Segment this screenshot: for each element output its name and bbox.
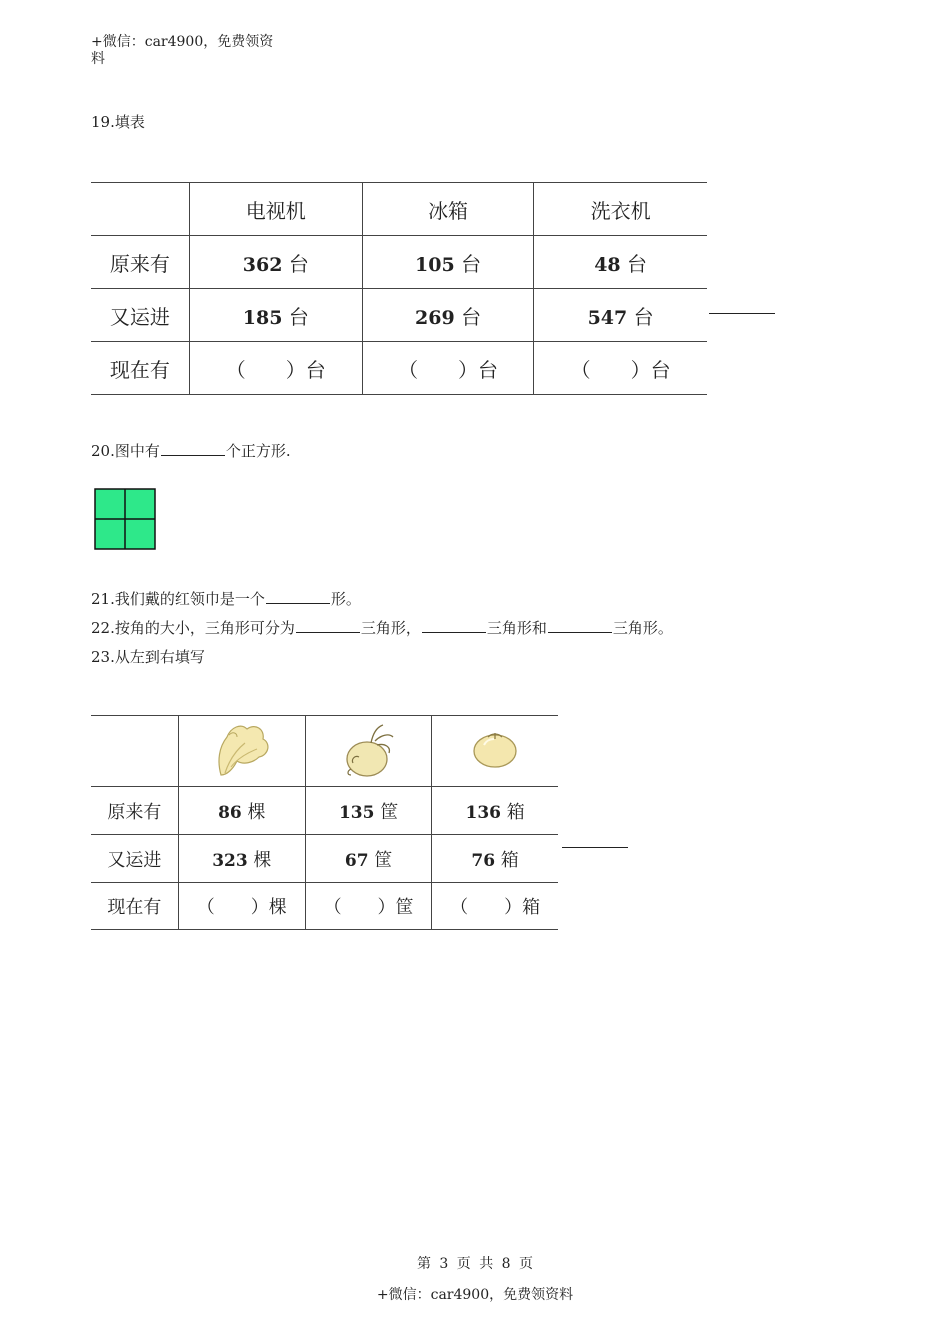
q22-blank-2[interactable] [422, 620, 486, 633]
q19-title: 19.填表 [91, 113, 145, 131]
table-cell: 86 棵 [178, 787, 305, 835]
q20-text [91, 440, 291, 461]
q22-text [91, 617, 673, 638]
q19-col-tv: 电视机 [189, 183, 362, 236]
row-label: 又运进 [109, 304, 170, 329]
squares-figure [94, 488, 156, 550]
table-cell: 136 箱 [432, 787, 558, 835]
row-label: 原来有 [107, 801, 162, 823]
q23-title: 23.从左到右填写 [91, 648, 205, 666]
table-row [91, 787, 558, 835]
table-cell: 67 筐 [305, 835, 431, 883]
q23-table [91, 715, 558, 930]
q19-col-washer: 洗衣机 [534, 183, 707, 236]
row-label: 又运进 [107, 849, 162, 871]
cabbage-icon [207, 717, 277, 781]
row-label: 现在有 [107, 897, 162, 918]
q20-prefix: 20.图中有 [91, 442, 160, 460]
table-row [91, 835, 558, 883]
q23-corner-cell [91, 716, 178, 787]
q23-col-radish [305, 716, 431, 787]
header-watermark [91, 34, 273, 68]
q19-answer-line[interactable] [709, 313, 775, 314]
header-line-1: +微信：car4900，免费领资 [91, 34, 274, 50]
table-cell: 362 台 [189, 236, 362, 289]
q21-prefix: 21.我们戴的红领巾是一个 [91, 590, 265, 608]
tomato-icon [470, 727, 520, 771]
answer-cell[interactable]: （ ）筐 [305, 883, 431, 930]
q20-blank[interactable] [161, 443, 225, 456]
q21-blank[interactable] [266, 591, 330, 604]
page-number: 第 3 页 共 8 页 [416, 1256, 534, 1272]
table-cell: 323 棵 [178, 835, 305, 883]
table-cell: 269 台 [362, 289, 533, 342]
q21-text [91, 588, 361, 609]
answer-cell[interactable]: （ ）棵 [178, 883, 305, 930]
q22-suffix: 三角形。 [612, 619, 673, 637]
row-label: 原来有 [109, 251, 170, 276]
table-cell: 185 台 [189, 289, 362, 342]
answer-cell[interactable]: （ ）箱 [432, 883, 558, 930]
q23-col-tomato [432, 716, 558, 787]
table-cell: 48 台 [534, 236, 707, 289]
answer-row [91, 883, 558, 930]
q22-mid2: 三角形和 [486, 619, 547, 637]
q22-prefix: 22.按角的大小，三角形可分为 [91, 619, 295, 637]
answer-row [91, 342, 707, 395]
q23-header-row [91, 716, 558, 787]
answer-cell[interactable]: （ ）台 [534, 342, 707, 395]
q22-blank-3[interactable] [548, 620, 612, 633]
table-cell: 76 箱 [432, 835, 558, 883]
table-cell: 135 筐 [305, 787, 431, 835]
q19-col-fridge: 冰箱 [362, 183, 533, 236]
table-row [91, 289, 707, 342]
radish-icon [337, 717, 401, 781]
answer-cell[interactable]: （ ）台 [362, 342, 533, 395]
q20-suffix: 个正方形. [225, 442, 291, 460]
q21-suffix: 形。 [330, 590, 361, 608]
row-label: 现在有 [109, 357, 170, 382]
header-line-2: 料 [91, 51, 105, 67]
answer-cell[interactable]: （ ）台 [189, 342, 362, 395]
q19-corner-cell [91, 183, 189, 236]
q19-header-row [91, 183, 707, 236]
q23-answer-line[interactable] [562, 847, 628, 848]
q22-mid1: 三角形， [360, 619, 421, 637]
table-cell: 547 台 [534, 289, 707, 342]
footer-watermark: +微信：car4900，免费领资料 [376, 1287, 574, 1303]
q23-col-cabbage [178, 716, 305, 787]
table-cell: 105 台 [362, 236, 533, 289]
table-row [91, 236, 707, 289]
q22-blank-1[interactable] [296, 620, 360, 633]
q19-table [91, 182, 707, 395]
